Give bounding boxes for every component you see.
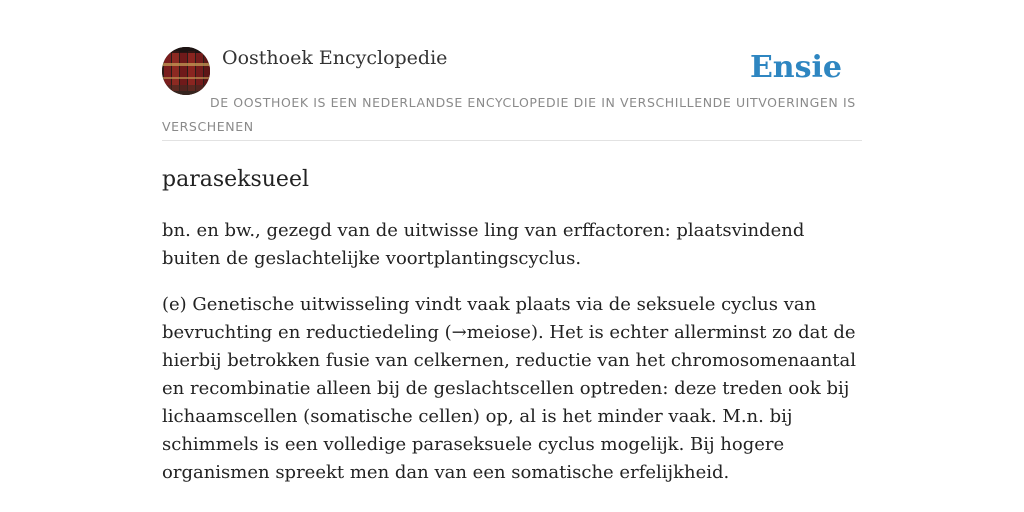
site-name[interactable]: Oosthoek Encyclopedie: [222, 47, 448, 69]
entry-definition: bn. en bw., gezegd van de uitwisse ling van erffactoren: plaatsvindend buiten de geslachtelijke voortplantingscyclus.: [162, 220, 805, 269]
site-tagline: DE OOSTHOEK IS EEN NEDERLANDSE ENCYCLOPEDIE DIE IN VERSCHILLENDE UITVOERINGEN IS VERSCHENEN: [162, 95, 856, 134]
entry-explanation: (e) Genetische uitwisseling vindt vaak plaats via de seksuele cyclus van bevruchting en reductiedeling (→meiose). Het is echter allerminst zo dat de hierbij betrokken fusie van celkernen, reductie van het chromosomenaantal en recombinatie alleen bij de geslachtscellen optreden: deze treden ook bij lichaamscellen (somatische cellen) op, al is het minder vaak. M.n. bij schimmels is een volledige paraseksuele cyclus mogelijk. Bij hogere organismen spreekt men dan van een somatische erfelijkheid.: [162, 294, 857, 483]
site-header: [162, 44, 862, 141]
page-container: [162, 44, 862, 487]
brand-logo[interactable]: Ensie: [749, 50, 842, 85]
encyclopedia-books-icon[interactable]: [162, 47, 210, 95]
entry-title: paraseksueel: [162, 167, 310, 192]
